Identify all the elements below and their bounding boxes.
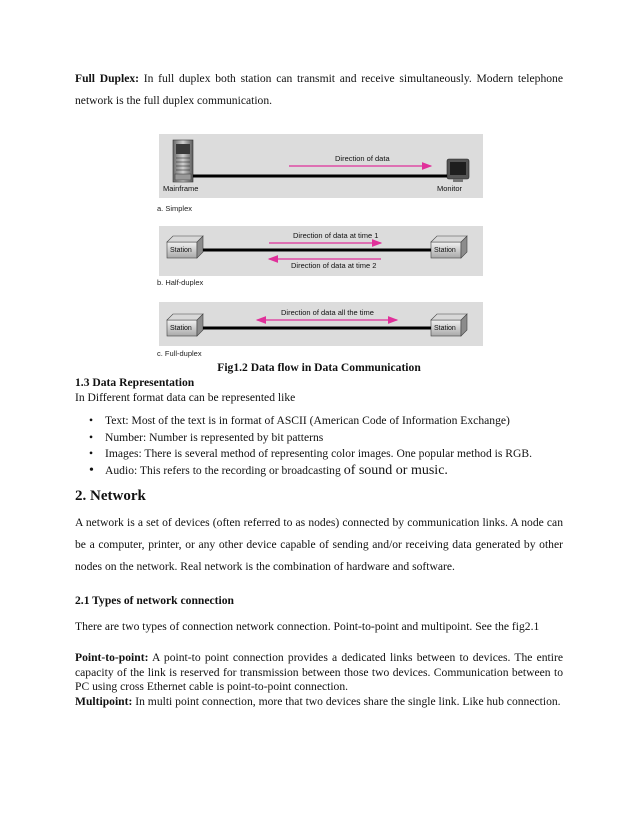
- half-duplex-left-station-label: Station: [170, 247, 192, 254]
- multipoint-paragraph: [75, 695, 563, 710]
- bullet-marker: •: [89, 430, 94, 444]
- data-flow-figure: [149, 130, 483, 360]
- full-duplex-paragraph: [75, 68, 563, 112]
- full-duplex-text: In full duplex both station can transmit and receive simultaneously. Modern telephone network is the full duplex communication.: [75, 72, 563, 107]
- point-to-point-paragraph: [75, 651, 563, 695]
- half-duplex-right-station-label: Station: [434, 247, 456, 254]
- monitor-label: Monitor: [437, 184, 463, 193]
- multipoint-text: In multi point connection, more that two devices share the single link. Like hub connection.: [132, 695, 561, 708]
- list-item: • Audio: This refers to the recording or broadcasting of sound or music.: [89, 462, 448, 478]
- half-duplex-caption: b. Half-duplex: [157, 278, 204, 287]
- simplex-caption: a. Simplex: [157, 204, 193, 213]
- multipoint-term: Multipoint:: [75, 695, 133, 708]
- network-types-paragraph: There are two types of connection network connection. Point-to-point and multipoint. See the fig2.1: [75, 620, 540, 633]
- network-paragraph: A network is a set of devices (often referred to as nodes) connected by communication links. A node can be a computer, printer, or any other device capable of sending and/or receiving data generated by other nodes on the network. Real network is the combination of hardware and software.: [75, 516, 563, 573]
- bullet-marker: •: [89, 447, 94, 461]
- data-representation-heading: 1.3 Data Representation: [75, 376, 195, 389]
- full-duplex-left-station-label: Station: [170, 325, 192, 332]
- mainframe-icon: [173, 140, 193, 182]
- full-duplex-direction-label: Direction of data all the time: [281, 308, 374, 317]
- data-representation-intro: In Different format data can be represented like: [75, 390, 296, 404]
- figure-caption: Fig1.2 Data flow in Data Communication: [217, 361, 421, 374]
- data-representation-list: [75, 414, 563, 478]
- point-to-point-text: A point-to point connection provides a dedicated links between to devices. The entire capacity of the link is reserved for transmission between those two devices. Communication between to PC using cross Ethernet cable is point-to-point connection.: [75, 651, 563, 694]
- network-types-heading: 2.1 Types of network connection: [75, 594, 234, 607]
- list-item: • Text: Most of the text is in format of ASCII (American Code of Information Exchange): [89, 414, 510, 427]
- mainframe-label: Mainframe: [163, 184, 199, 193]
- full-duplex-term: Full Duplex:: [75, 72, 139, 85]
- bullet-marker: •: [89, 414, 94, 427]
- list-item: • Number: Number is represented by bit patterns: [89, 430, 324, 444]
- full-duplex-caption: c. Full-duplex: [157, 349, 202, 358]
- list-item: • Images: There is several method of representing color images. One popular method is RGB.: [89, 447, 533, 461]
- point-to-point-term: Point-to-point:: [75, 651, 149, 664]
- bullet-marker: •: [89, 462, 94, 478]
- half-duplex-direction-1-label: Direction of data at time 1: [293, 231, 379, 240]
- full-duplex-right-station-label: Station: [434, 325, 456, 332]
- simplex-direction-label: Direction of data: [335, 154, 390, 163]
- network-heading: 2. Network: [75, 488, 146, 504]
- monitor-icon: [447, 159, 469, 182]
- half-duplex-direction-2-label: Direction of data at time 2: [291, 261, 377, 270]
- data-representation-section: [75, 376, 563, 405]
- data-flow-diagram: [149, 130, 483, 360]
